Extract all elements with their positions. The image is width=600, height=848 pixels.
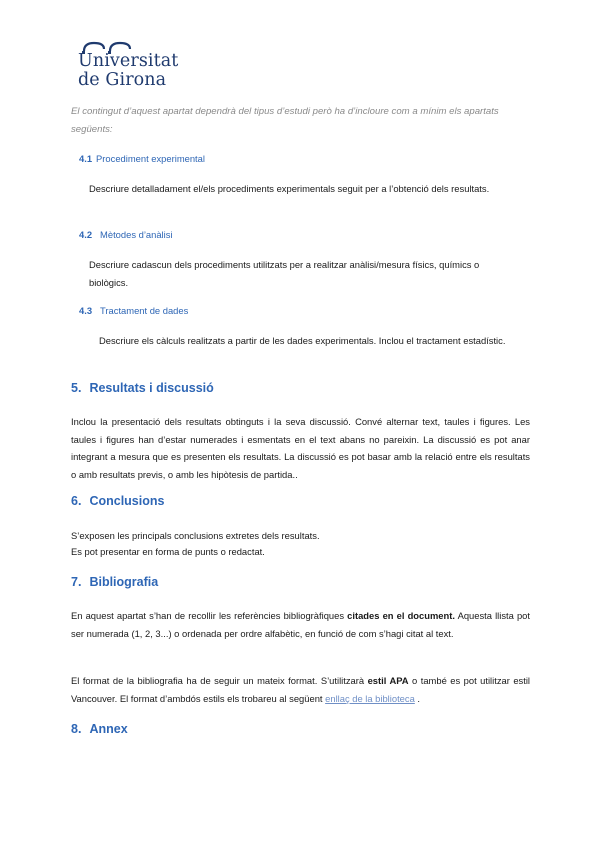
conclusions-line-2: Es pot presentar en forma de punts o redactat. [71,546,265,557]
conclusions-line-1: S’exposen les principals conclusions extretes dels resultats. [71,530,320,541]
section-heading-bibliography [71,575,158,589]
subsection-number: 4.1 [79,153,93,164]
intro-note: El contingut d’aquest apartat dependrà del tipus d’estudi però ha d’incloure com a mínim els apartats següents: [71,106,499,135]
subsection-heading-4-2 [79,229,172,240]
section-title: Annex [89,722,128,736]
bib-p2-text-a: El format de la bibliografia ha de seguir un mateix format. S’utilitzarà [71,675,368,686]
bib-p1-text-b: Aquesta llista pot ser numerada (1, 2, 3...) o ordenada per ordre alfabètic, en funció de com s’hagi citat al text. [71,610,530,639]
section-title: Resultats i discussió [89,381,214,395]
subsection-body-4-3: Descriure els càlculs realitzats a partir de les dades experimentals. Inclou el tractament estadístic. [99,335,506,346]
bib-p2-text-b: o també es pot utilitzar estil Vancouver. El format d’ambdós estils els trobareu al següent [71,675,531,704]
subsection-title: Tractament de dades [100,305,189,316]
bibliography-paragraph-1 [71,607,530,642]
section-number: 8. [71,722,82,736]
bib-p2-text-c: . [414,692,421,704]
section-title: Bibliografia [89,575,159,589]
subsection-title: Mètodes d’anàlisi [100,229,173,240]
results-body: Inclou la presentació dels resultats obtinguts i la seva discussió. Convé alternar text, taules i figures. Les taules i figures han d’estar numerades i esmentats en el text abans no pareixin. La discussió es pot anar integrant a mesura que es presenten els resultats. La discussió es pot basar amb la relació entre els resultats o amb resultats previs, o amb les hipòtesis de partida.. [71,416,530,480]
bib-p1-text-a: En aquest apartat s’han de recollir les referències bibliogràfiques [71,610,348,621]
subsection-heading-4-1 [79,153,205,164]
library-link[interactable]: enllaç de la biblioteca [325,692,415,704]
section-number: 5. [71,381,82,395]
section-number: 6. [71,494,82,508]
section-title: Conclusions [89,494,165,508]
section-number: 7. [71,575,82,589]
subsection-body-4-1: Descriure detalladament el/els procediments experimentals seguit per a l’obtenció dels resultats. [89,183,490,194]
subsection-body-4-2: Descriure cadascun dels procediments utilitzats per a realitzar anàlisi/mesura físics, químics o biològics. [89,259,480,288]
section-heading-results [71,381,214,395]
subsection-heading-4-3 [79,305,188,316]
bibliography-paragraph-2 [71,672,530,707]
section-heading-conclusions [71,494,164,508]
university-logo [78,38,178,96]
subsection-number: 4.3 [79,305,93,316]
bib-p2-bold: estil APA [367,675,409,686]
subsection-number: 4.2 [79,229,93,240]
section-heading-annex [71,722,128,736]
subsection-title: Procediment experimental [96,153,205,164]
logo-line-1: Universitat [78,51,179,71]
logo-line-2: de Girona [78,70,167,90]
bib-p1-bold: citades en el document. [347,610,455,621]
